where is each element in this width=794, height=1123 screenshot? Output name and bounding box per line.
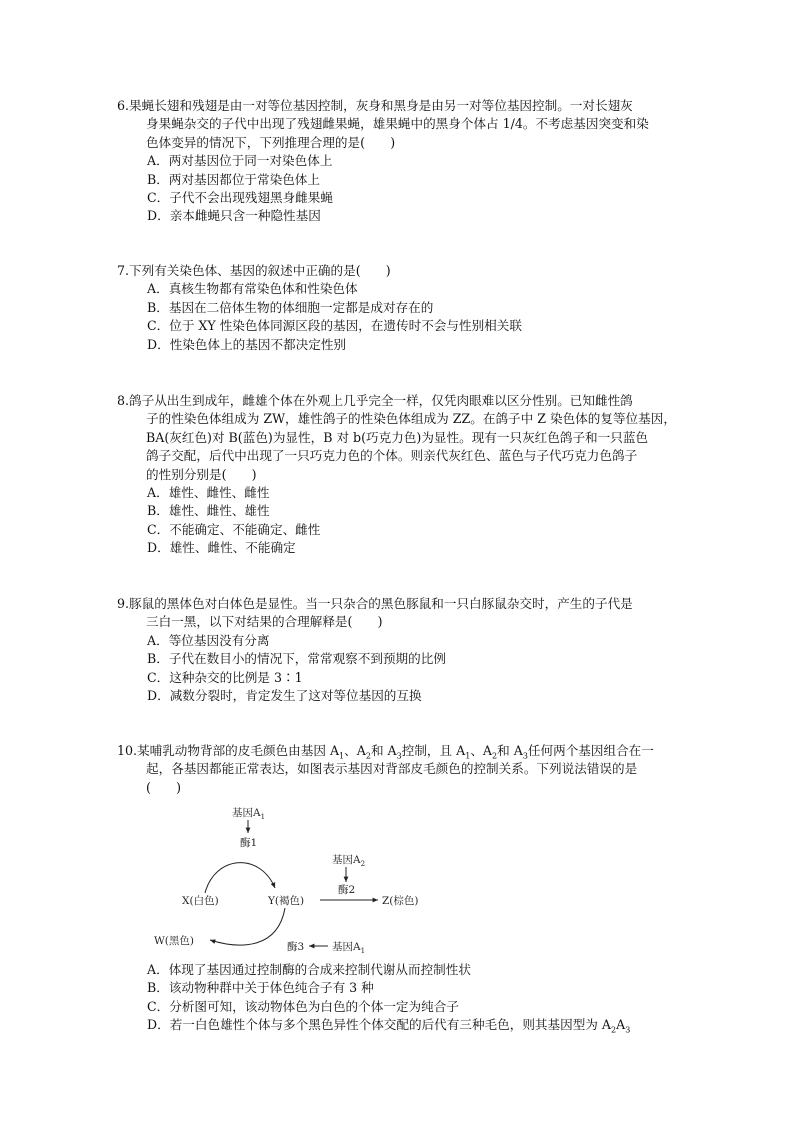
q10-option-d[interactable] [118, 1016, 703, 1034]
q10-sub-4: 1 [465, 751, 471, 761]
q10-sub-6: 3 [522, 751, 528, 761]
q6-stem-line3: 色体变异的情况下，下列推理合理的是( ) [146, 134, 396, 150]
q6-option-b[interactable]: B．两对基因都位于常染色体上 [147, 171, 320, 187]
q10-stem-line3: ( ) [146, 779, 182, 795]
q10-stem-part-b: 、A [344, 743, 366, 758]
diagram-enzyme2: 酶2 [338, 884, 356, 896]
q10-option-d-sub2: 3 [625, 1025, 631, 1035]
diagram-gene-a1-bottom: 基因$A_1$ [332, 941, 366, 955]
q8-option-c[interactable]: C．不能确定、不能确定、雌性 [147, 521, 321, 537]
diagram-arc-x-to-y [205, 863, 275, 893]
diagram-enzyme3: 酶3 [287, 941, 305, 953]
q10-option-d-main: D．若一白色雄性个体与多个黑色异性个体交配的后代有三种毛色，则其基因型为 A [147, 1017, 611, 1033]
q8-stem-line5: 的性别分别是( ) [146, 466, 257, 482]
diagram-gene-a2: 基因$A_2$ [332, 854, 366, 868]
q10-stem-part-c: 和 A [370, 743, 397, 758]
q10-stem-part-d: 控制，且 A [401, 743, 466, 758]
q10-option-c[interactable]: C．分析图可知，该动物体色为白色的个体一定为纯合子 [147, 998, 459, 1014]
q6-option-a[interactable]: A．两对基因位于同一对染色体上 [147, 153, 333, 169]
q8-stem-line4: 鸽子交配，后代中出现了一只巧克力色的个体。则亲代灰红色、蓝色与子代巧克力色鸽子 [146, 448, 638, 464]
q7-option-b[interactable]: B．基因在二倍体生物的体细胞一定都是成对存在的 [147, 299, 434, 315]
gene-control-diagram [154, 800, 460, 958]
q10-stem-part-g: 任何两个基因组合在一 [527, 743, 654, 758]
q10-sub-5: 2 [492, 751, 498, 761]
q9-option-c[interactable]: C．这种杂交的比例是 3∶1 [147, 669, 303, 685]
q8-stem-line1: 8.鸽子从出生到成年，雌雄个体在外观上几乎完全一样，仅凭肉眼难以区分性别。已知雌性鸽 [117, 393, 633, 408]
question-7 [118, 262, 703, 354]
q10-option-d-sub1: 2 [610, 1025, 617, 1035]
question-10 [118, 742, 703, 797]
q10-option-d-mid: A [616, 1017, 626, 1033]
q9-option-b[interactable]: B．子代在数目小的情况下，常常观察不到预期的比例 [147, 651, 446, 667]
q10-stem-line1 [118, 742, 703, 760]
q10-stem-line2: 起，各基因都能正常表达，如图表示基因对背部皮毛颜色的控制关系。下列说法错误的是 [146, 761, 638, 777]
q9-option-d[interactable]: D．减数分裂时，肯定发生了这对等位基因的互换 [147, 688, 422, 704]
q9-stem-line2: 三白一黑，以下对结果的合理解释是( ) [146, 614, 383, 630]
q10-stem-part-f: 和 A [497, 743, 523, 758]
q10-stem-part-e: 、A [470, 743, 493, 758]
q10-sub-1: 1 [339, 751, 345, 761]
diagram-gene-a1-top: 基因$A_1$ [232, 807, 266, 821]
q6-stem-line2: 身果蝇杂交的子代中出现了残翅雌果蝇，雄果蝇中的黑身个体占 1/4。不考虑基因突变和染 [146, 116, 649, 132]
diagram-enzyme1: 酶1 [240, 837, 258, 849]
q10-options [118, 961, 703, 1035]
q7-option-c[interactable]: C．位于 XY 性染色体同源区段的基因，在遗传时不会与性别相关联 [147, 318, 522, 334]
question-8 [118, 392, 703, 558]
diagram-x-white: X(白色) [182, 895, 219, 907]
q10-option-b[interactable]: B．该动物种群中关于体色纯合子有 3 种 [147, 980, 374, 996]
q8-stem-line3: BA(灰红色)对 B(蓝色)为显性，B 对 b(巧克力色)为显性。现有一只灰红色鸽子和一只蓝色 [146, 429, 649, 445]
diagram-y-brown: Y(褐色) [268, 895, 305, 907]
q6-option-d[interactable]: D．亲本雌蝇只含一种隐性基因 [147, 208, 321, 224]
q8-stem-line2: 子的性染色体组成为 ZW，雄性鸽子的性染色体组成为 ZZ。在鸽子中 Z 染色体的复等位基因， [146, 411, 676, 427]
q8-option-a[interactable]: A．雄性、雌性、雌性 [147, 485, 270, 501]
diagram-z-palm: Z(棕色) [382, 895, 419, 907]
q10-option-a[interactable]: A．体现了基因通过控制酶的合成来控制代谢从而控制性状 [147, 962, 471, 977]
q8-option-b[interactable]: B．雄性、雌性、雄性 [147, 503, 270, 519]
diagram-arc-y-to-w [210, 908, 285, 945]
q6-option-c[interactable]: C．子代不会出现残翅黑身雌果蝇 [147, 190, 333, 206]
q9-stem-line1: 9.豚鼠的黑体色对白体色是显性。当一只杂合的黑色豚鼠和一只白豚鼠杂交时，产生的子代是 [117, 596, 633, 611]
q10-sub-2: 2 [365, 751, 371, 761]
q8-option-d[interactable]: D．雄性、雌性、不能确定 [147, 540, 296, 556]
q10-sub-3: 3 [396, 751, 402, 761]
q7-option-a[interactable]: A．真核生物都有常染色体和性染色体 [147, 281, 358, 297]
q9-option-a[interactable]: A．等位基因没有分离 [147, 632, 270, 648]
diagram-w-black: W(黑色) [154, 935, 194, 947]
question-9 [118, 595, 703, 705]
question-6 [118, 97, 703, 226]
q10-stem-part-a: 10.某哺乳动物背部的皮毛颜色由基因 A [117, 743, 340, 758]
q7-option-d[interactable]: D．性染色体上的基因不都决定性别 [147, 336, 347, 352]
q6-stem-line1: 6.果蝇长翅和残翅是由一对等位基因控制，灰身和黑身是由另一对等位基因控制。一对长翅灰 [117, 98, 633, 113]
q7-stem-line1: 7.下列有关染色体、基因的叙述中正确的是( ) [117, 263, 391, 278]
